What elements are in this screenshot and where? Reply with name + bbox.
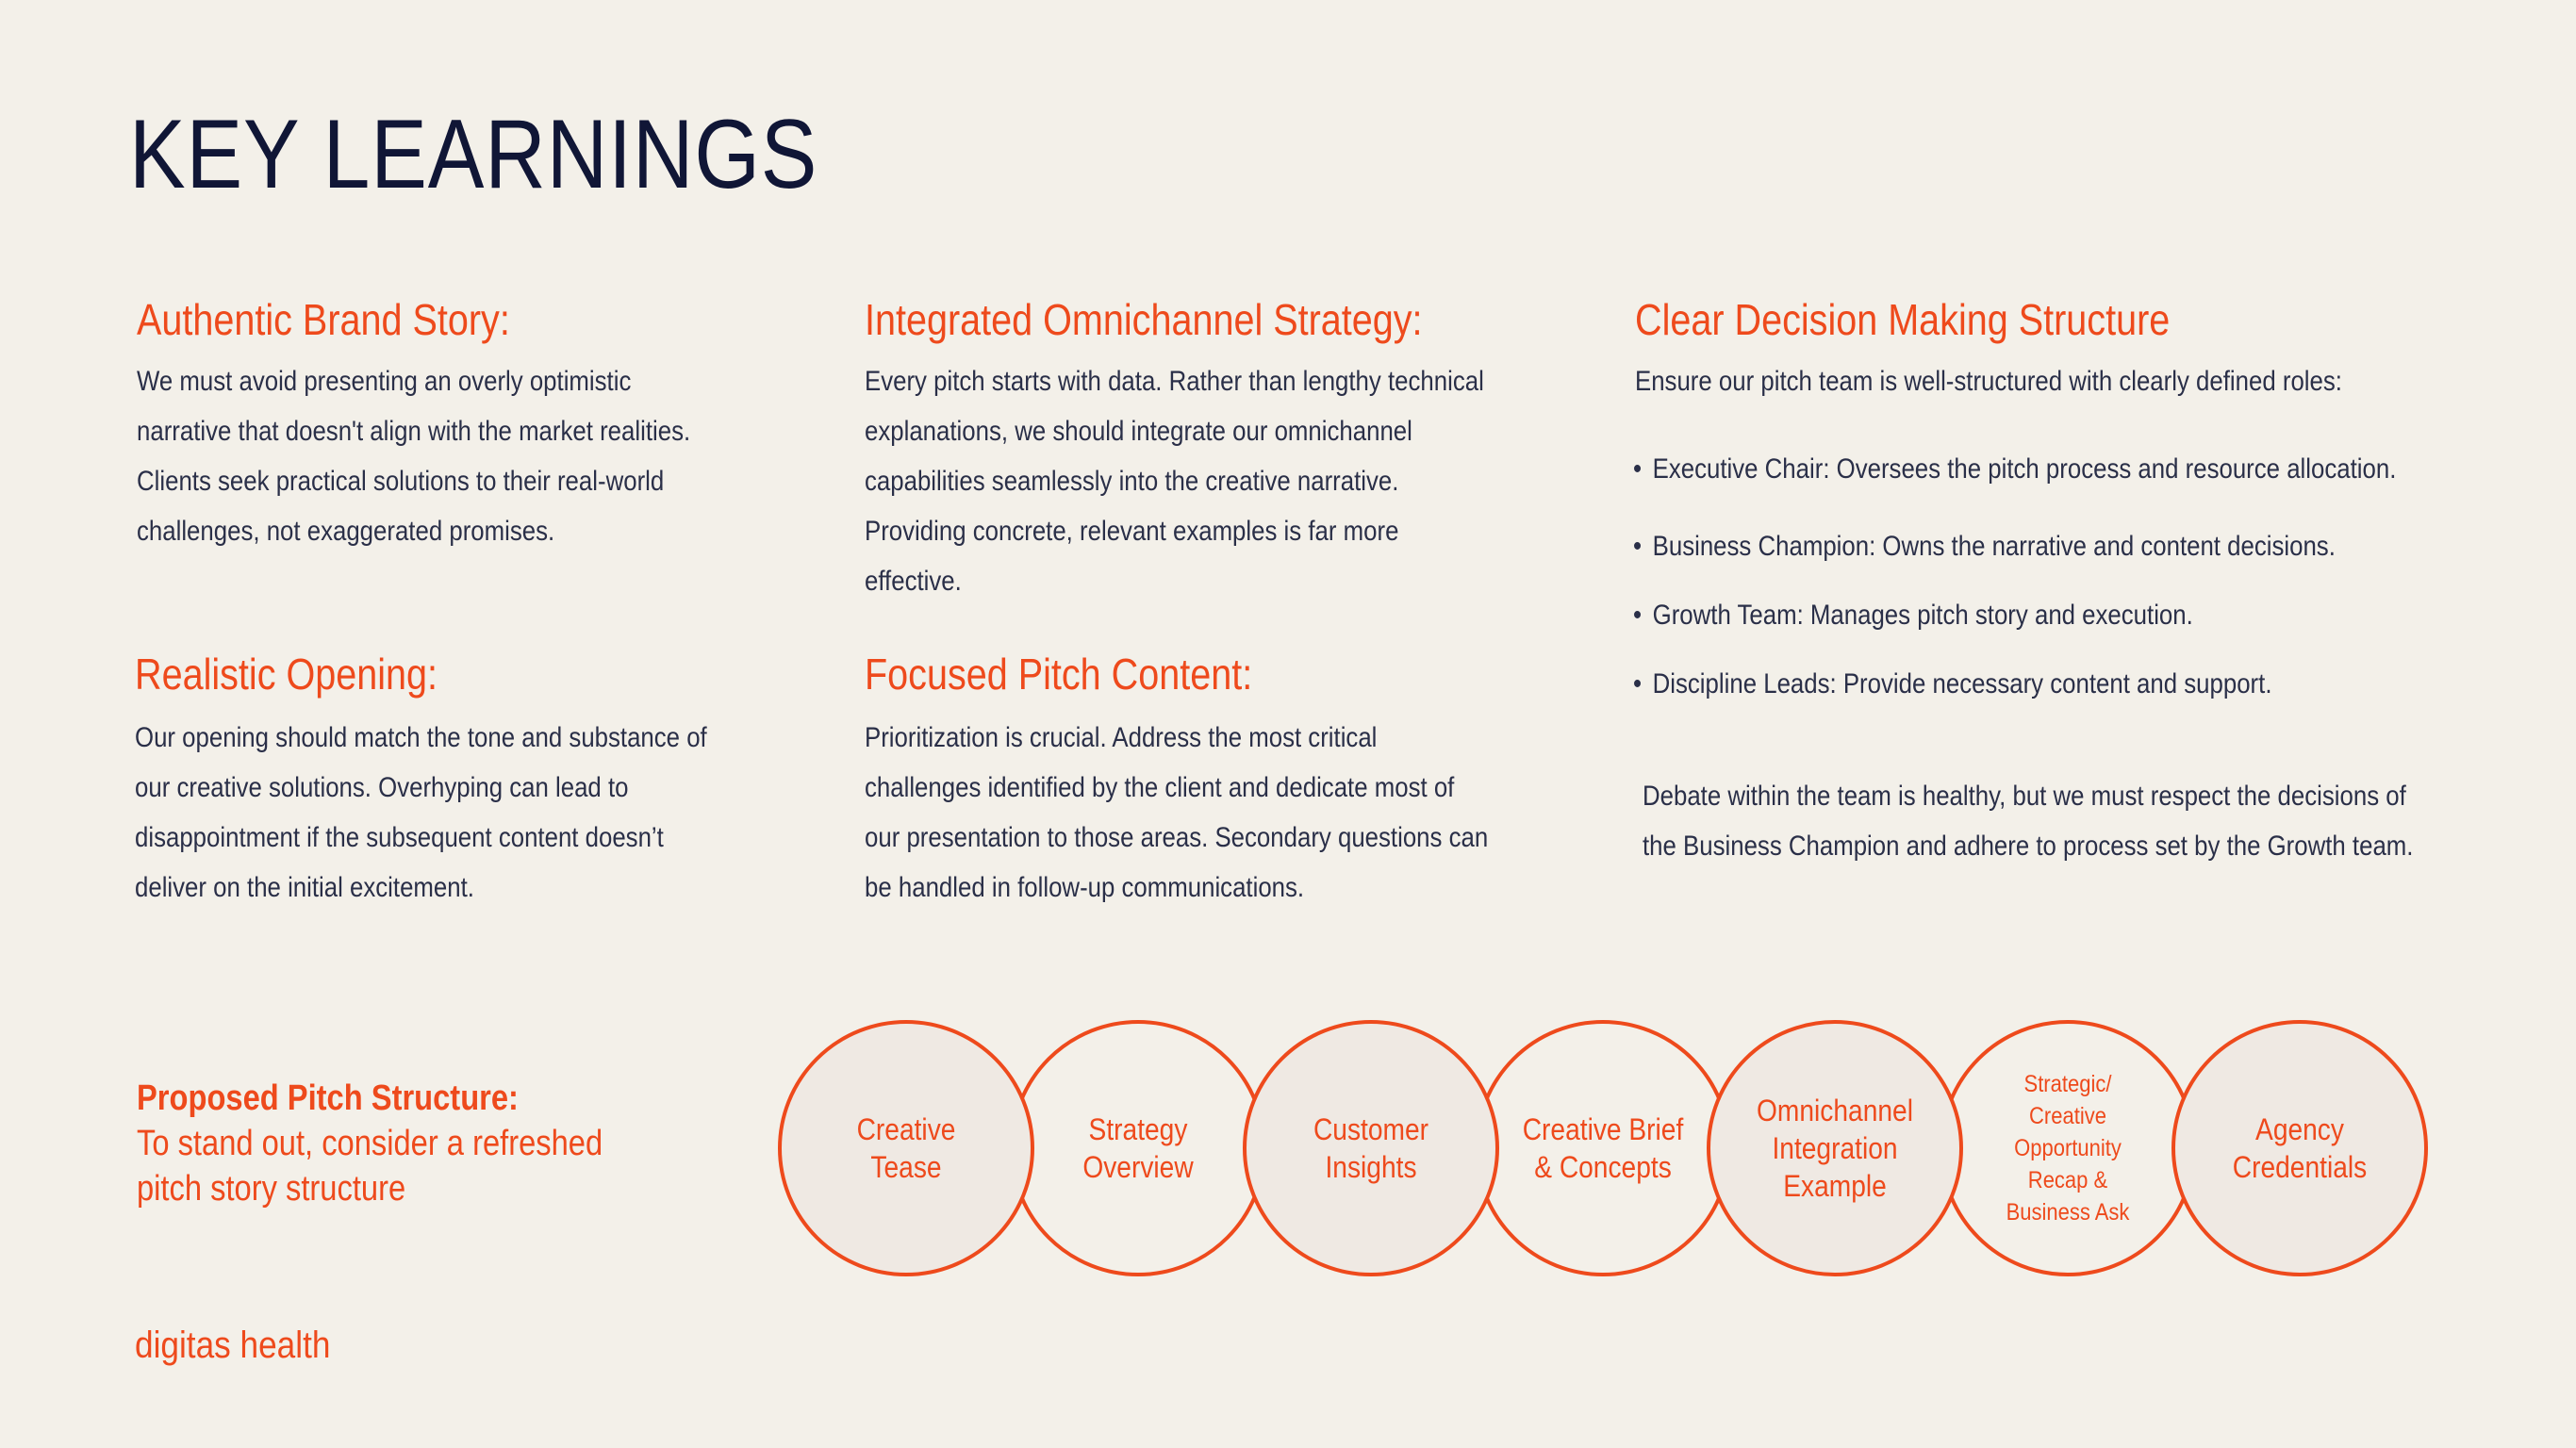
step-strategic-opportunity-recap: [1940, 1020, 2196, 1276]
paragraph-realistic-opening: [135, 713, 751, 913]
text-line: effective.: [865, 566, 962, 597]
text-line: disappointment if the subsequent content doesn’t: [135, 822, 664, 853]
list-item: [1633, 453, 2396, 485]
heading-integrated-omnichannel: Integrated Omnichannel Strategy:: [865, 295, 1423, 344]
text-line: deliver on the initial excitement.: [135, 872, 474, 903]
text-line: challenges identified by the client and dedicate most of: [865, 772, 1455, 803]
brand-logo: digitas health: [135, 1325, 331, 1366]
step-label: Customer Insights: [1313, 1112, 1429, 1184]
text-line: the Business Champion and adhere to process set by the Growth team.: [1643, 831, 2414, 862]
text-line: Debate within the team is healthy, but we must respect the decisions of: [1643, 781, 2406, 812]
paragraph-decision-closing: [1643, 771, 2413, 871]
text-line: Providing concrete, relevant examples is far more: [865, 516, 1399, 547]
paragraph-decision-intro: Ensure our pitch team is well-structured with clearly defined roles:: [1635, 366, 2342, 397]
paragraph-focused-pitch-content: [865, 713, 1529, 913]
bullet-icon: •: [1633, 531, 1643, 562]
step-creative-tease: [778, 1020, 1034, 1276]
text-line: our presentation to those areas. Secondary questions can: [865, 822, 1489, 853]
list-item-text: Growth Team: Manages pitch story and execution.: [1652, 600, 2193, 631]
list-item: [1633, 531, 2336, 563]
text-line: Our opening should match the tone and substance of: [135, 722, 707, 753]
text-line: Every pitch starts with data. Rather than lengthy technical: [865, 366, 1484, 397]
step-customer-insights: [1243, 1020, 1499, 1276]
heading-realistic-opening: Realistic Opening:: [135, 650, 438, 699]
proposed-structure-label: [137, 1076, 603, 1211]
proposed-structure-title: Proposed Pitch Structure:: [137, 1078, 519, 1118]
text-line: Clients seek practical solutions to their real-world: [137, 466, 665, 497]
proposed-structure-subtitle-line: pitch story structure: [137, 1169, 406, 1209]
text-line: narrative that doesn't align with the market realities.: [137, 416, 691, 447]
paragraph-integrated-omnichannel: [865, 356, 1529, 606]
bullet-icon: •: [1633, 600, 1643, 631]
text-line: explanations, we should integrate our omnichannel: [865, 416, 1412, 447]
bullet-icon: •: [1633, 668, 1643, 699]
page-title: KEY LEARNINGS: [129, 100, 818, 209]
step-label: Strategic/ Creative Opportunity Recap & Business Ask: [2006, 1071, 2130, 1226]
list-item-text: Business Champion: Owns the narrative and content decisions.: [1652, 531, 2336, 562]
list-item: [1633, 600, 2193, 632]
list-item-text: Discipline Leads: Provide necessary content and support.: [1652, 668, 2272, 699]
text-line: capabilities seamlessly into the creative narrative.: [865, 466, 1399, 497]
heading-clear-decision-making: Clear Decision Making Structure: [1635, 295, 2171, 344]
step-label: Omnichannel Integration Example: [1757, 1094, 1913, 1203]
text-line: Prioritization is crucial. Address the most critical: [865, 722, 1378, 753]
step-creative-brief-concepts: [1475, 1020, 1731, 1276]
text-line: challenges, not exaggerated promises.: [137, 516, 555, 547]
heading-authentic-brand-story: Authentic Brand Story:: [137, 295, 510, 344]
list-item: [1633, 668, 2271, 700]
text-line: be handled in follow-up communications.: [865, 872, 1305, 903]
proposed-structure-subtitle-line: To stand out, consider a refreshed: [137, 1124, 603, 1163]
paragraph-authentic-brand-story: [137, 356, 753, 556]
step-label: Creative Brief & Concepts: [1522, 1112, 1684, 1184]
step-label: Strategy Overview: [1082, 1112, 1194, 1184]
step-label: Agency Credentials: [2232, 1112, 2368, 1184]
heading-focused-pitch-content: Focused Pitch Content:: [865, 650, 1253, 699]
text-line: We must avoid presenting an overly optimistic: [137, 366, 632, 397]
list-item-text: Executive Chair: Oversees the pitch process and resource allocation.: [1652, 453, 2397, 485]
text-line: our creative solutions. Overhyping can lead to: [135, 772, 629, 803]
step-agency-credentials: [2171, 1020, 2428, 1276]
bullet-icon: •: [1633, 453, 1643, 485]
step-omnichannel-integration-example: [1707, 1020, 1963, 1276]
step-label: Creative Tease: [856, 1112, 956, 1184]
step-strategy-overview: [1010, 1020, 1266, 1276]
